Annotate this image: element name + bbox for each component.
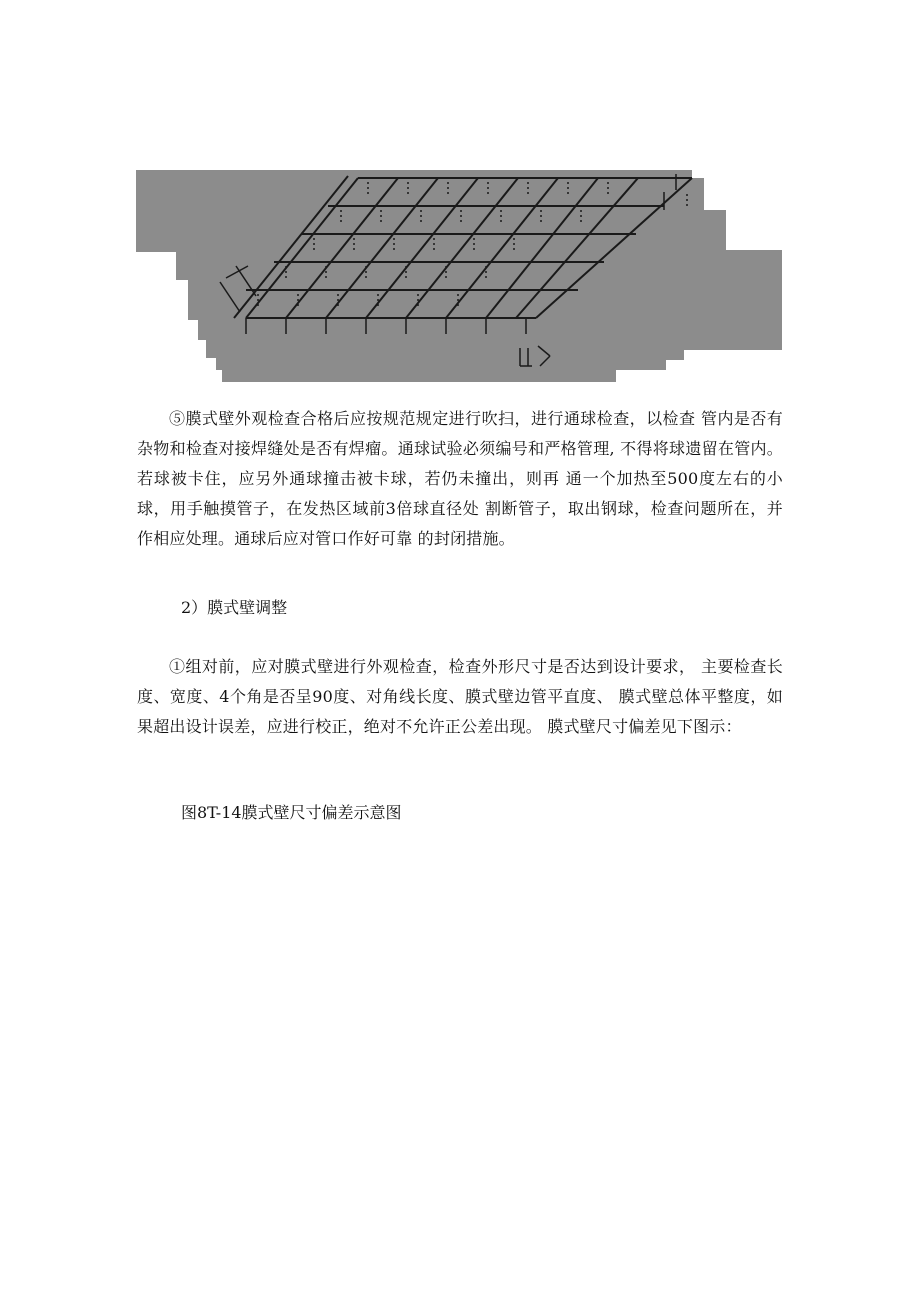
membrane-wall-figure (136, 170, 782, 384)
figure-caption: 图8T-14膜式壁尺寸偏差示意图 (181, 803, 402, 822)
section-heading-membrane-wall-adjustment: 2）膜式壁调整 (181, 598, 288, 617)
membrane-wall-grid-drawing (136, 170, 782, 384)
paragraph-pipe-ball-test: ⑤膜式壁外观检查合格后应按规范规定进行吹扫，进行通球检查，以检查 管内是否有杂物和检查对接焊缝处是否有焊瘤。通球试验必须编号和严格管理, 不得将球遗留在管内。若球被卡住，应另外通球撞击被卡球，若仍未撞出，则再 通一个加热至500度左右的小球，用手触摸管子，在发热区域前3倍球直径处 割断管子，取出钢球，检查问题所在，并作相应处理。通球后应对管口作好可靠 的封闭措施。 (137, 409, 783, 548)
paragraph-membrane-wall-inspection: ①组对前，应对膜式壁进行外观检查，检查外形尺寸是否达到设计要求， 主要检查长度、宽度、4个角是否呈90度、对角线长度、膜式壁边管平直度、 膜式壁总体平整度，如果超出设计误差，应进行校正，绝对不允许正公差出现。 膜式壁尺寸偏差见下图示： (137, 657, 783, 736)
